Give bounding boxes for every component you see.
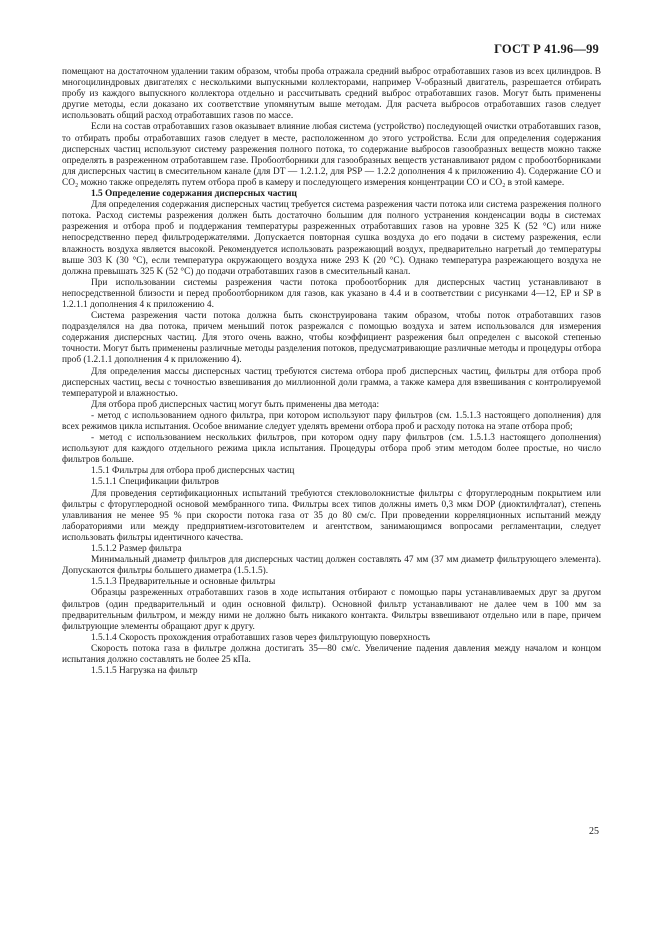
document-header: ГОСТ Р 41.96—99 — [494, 42, 599, 56]
paragraph: При использовании системы разрежения части потока пробоотборник для дисперсных частиц устанавливают в непосредственной близости и перед пробоотборником для газов, как указано в 4.4 и в соответствии с рисунками 4—12, EP и SP в 1.2.1.1 дополнения 4 к приложению 4. — [62, 277, 601, 310]
paragraph: 1.5.1.3 Предварительные и основные фильтры — [91, 577, 276, 588]
paragraph: помещают на достаточном удалении таким образом, чтобы проба отражала средний выброс отработавших газов из всех цилиндров. В многоцилиндровых двигателях с несколькими выпускными коллекторами, например V-образный двигатель, разрешается отбирать пробу из каждого выпускного коллектора отдельно и рассчитывать средний выброс отработавших газов. Могут быть применены другие методы, если доказано их соответствие упомянутым выше методам. Для расчета выбросов отработавших газов следует использовать общий расход отработавших газов по массе. — [62, 67, 601, 122]
paragraph: Для определения массы дисперсных частиц требуются система отбора проб дисперсных частиц, фильтры для отбора проб дисперсных частиц, весы с точностью взвешивания до миллионной доли грамма, а также камера для взвешивания с контролируемой температурой и влажностью. — [62, 366, 601, 399]
paragraph: 1.5.1.2 Размер фильтра — [91, 544, 182, 555]
paragraph: Скорость потока газа в фильтре должна достигать 35—80 см/с. Увеличение падения давления между началом и концом испытания должно составлять не более 25 кПа. — [62, 643, 601, 665]
document-body — [62, 67, 601, 677]
paragraph: 1.5.1.4 Скорость прохождения отработавших газов через фильтрующую поверхность — [91, 632, 431, 643]
paragraph: Система разрежения части потока должна быть сконструирована таким образом, чтобы поток отработавших газов подразделялся на два потока, причем меньший поток разрежался с помощью воздуха и затем использовался для измерения содержания дисперсных частиц. Для этого очень важно, чтобы коэффициент разрежения был определен с высокой степенью точности. Могут быть применены различные методы разделения потоков, предусматривающие различные методы и процедуры отбора проб (1.2.1.1 дополнения 4 к приложению 4). — [62, 311, 601, 366]
paragraph: - метод с использованием одного фильтра, при котором используют пару фильтров (см. 1.5.1.3 настоящего дополнения) для всех режимов цикла испытания. Особое внимание следует уделять времени отбора проб и расходу потока на этапе отбора проб; — [62, 410, 601, 432]
paragraph: Для проведения сертификационных испытаний требуются стекловолокнистые фильтры с фторуглеродным покрытием или фильтры с фторуглеродной основой мембранного типа. Фильтры всех типов должны иметь 0,3 мкм DOP (диоктилфталат), степень улавливания не менее 95 % при скорости потока газа от 35 до 80 см/с. При проведении корреляционных испытаний между лабораториями или между предприятием-изготовителем и агентством, занимающимся вопросами регламентации, следует использовать фильтры идентичного качества. — [62, 488, 601, 543]
paragraph: Образцы разреженных отработавших газов в ходе испытания отбирают с помощью пары устанавливаемых друг за другом фильтров (один предварительный и один основной фильтр). Основной фильтр устанавливают не далее чем в 100 мм за предварительным фильтром, и между ними не должно быть никакого контакта. Фильтры взвешивают отдельно или в паре, причем фильтрующие элементы обращают друг к другу. — [62, 588, 601, 632]
paragraph: Для определения содержания дисперсных частиц требуется система разрежения части потока или система разрежения полного потока. Расход системы разрежения должен быть достаточно большим для полного устранения конденсации воды в системах разрежения и отбора проб и поддержания температуры разреженных отработавших газов на уровне 325 K (52 °C) или ниже непосредственно перед фильтродержателями. Допускается повторная сушка воздуха до его подачи в систему разрежения, если влажность воздуха является высокой. Рекомендуется использовать разрежающий воздух, предварительно нагретый до температуры выше 303 K (30 °C), если температура окружающего воздуха ниже 293 K (20 °C). Однако температура разрежающего воздуха не должна превышать 325 K (52 °C) до подачи отработавших газов в смесительный канал. — [62, 200, 601, 277]
paragraph: - метод с использованием нескольких фильтров, при котором одну пару фильтров (см. 1.5.1.3 настоящего дополнения) используют для каждого отдельного режима цикла испытания. Процедуры отбора проб этим методом более простые, но число фильтров больше. — [62, 433, 601, 466]
paragraph: 1.5.1.5 Нагрузка на фильтр — [91, 666, 198, 677]
paragraph: 1.5.1.1 Спецификации фильтров — [91, 477, 219, 488]
paragraph: 1.5.1 Фильтры для отбора проб дисперсных частиц — [91, 466, 295, 477]
paragraph: Если на состав отработавших газов оказывает влияние любая система (устройство) последующей очистки отработавших газов, то отбирать пробы отработавших газов следует в месте, расположенном до этого устройства. Если для определения содержания дисперсных частиц используют систему разрежения полного потока, то содержание выбросов газообразных веществ можно также определять в разреженном отработавшем газе. Пробоотборники для газообразных веществ устанавливают рядом с пробоотборниками для дисперсных частиц в смесительном канале (для DT — 1.2.1.2, для PSP — 1.2.2 дополнения 4 к приложению 4). Содержание CO и CO₂ можно также определять путем отбора проб в камеру и последующего измерения концентрации CO и CO₂ в этой камере. — [62, 122, 601, 188]
paragraph: Минимальный диаметр фильтров для дисперсных частиц должен составлять 47 мм (37 мм диаметр фильтрующего элемента). Допускаются фильтры большего диаметра (1.5.1.5). — [62, 555, 601, 577]
page-number: 25 — [589, 826, 599, 837]
section-heading: 1.5 Определение содержания дисперсных частиц — [91, 189, 297, 200]
paragraph: Для отбора проб дисперсных частиц могут быть применены два метода: — [91, 399, 380, 410]
